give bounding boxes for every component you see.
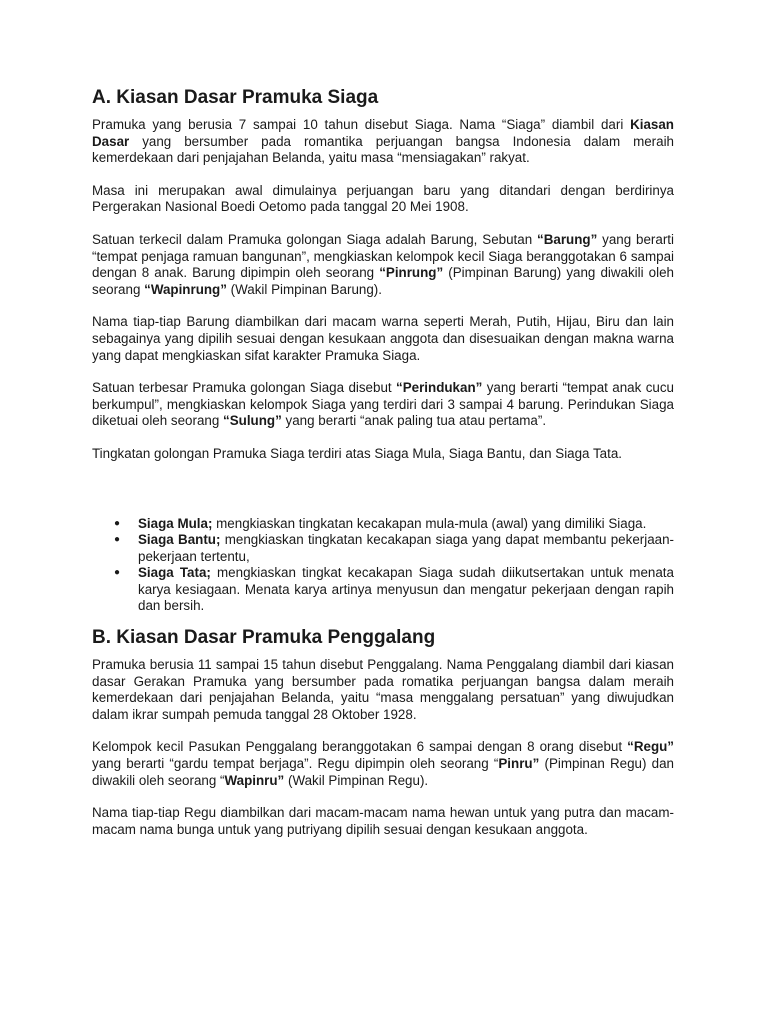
blank-space — [92, 615, 674, 626]
list-item: ● Siaga Bantu; mengkiaskan tingkatan kecakapan siaga yang dapat membantu pekerjaan-pekerjaan tertentu, — [114, 532, 675, 564]
section-b-paragraph-1: Pramuka berusia 11 sampai 15 tahun disebut Penggalang. Nama Penggalang diambil dari kiasan dasar Gerakan Pramuka yang bersumber pada romatika perjuangan bangsa dalam meraih kemerdekaan dari penjajahan Belanda, yaitu “masa menggalang persatuan” yang diwujudkan dalam ikrar sumpah pemuda tanggal 28 Oktober 1928. — [92, 657, 674, 722]
bold-term: Wapinru” — [224, 772, 285, 788]
section-a-heading: A. Kiasan Dasar Pramuka Siaga — [92, 87, 379, 108]
section-b-heading: B. Kiasan Dasar Pramuka Penggalang — [92, 627, 436, 649]
document-page — [92, 86, 674, 854]
bold-term: “Wapinrung” — [144, 281, 227, 297]
bold-term: Kiasan Dasar — [92, 117, 674, 149]
siaga-levels-list — [92, 516, 674, 616]
bold-term: “Pinrung” — [379, 265, 444, 281]
bullet-icon: ● — [114, 517, 121, 529]
section-a-paragraph-4: Nama tiap-tiap Barung diambilkan dari macam warna seperti Merah, Putih, Hijau, Biru dan lain sebagainya yang dipilih sesuai dengan kesukaan anggota dan disesuaikan dengan makna warna yang dapat mengkiaskan sifat karakter Pramuka Siaga. — [92, 314, 674, 363]
section-a-paragraph-1: Pramuka yang berusia 7 sampai 10 tahun disebut Siaga. Nama “Siaga” diambil dari Kiasan Dasar yang bersumber pada romantika perjuangan bangsa Indonesia dalam meraih kemerdekaan dari penjajahan Belanda, yaitu masa “mensiagakan” rakyat. — [92, 117, 674, 166]
section-b-paragraph-2: Kelompok kecil Pasukan Penggalang beranggotakan 6 sampai dengan 8 orang disebut “Regu” yang berarti “gardu tempat berjaga”. Regu dipimpin oleh seorang “Pinru” (Pimpinan Regu) dan diwakili oleh seorang “Wapinru” (Wakil Pimpinan Regu). — [92, 739, 674, 788]
section-b-paragraph-3: Nama tiap-tiap Regu diambilkan dari macam-macam nama hewan untuk yang putra dan macam-macam nama bunga untuk yang putriyang dipilih sesuai dengan kesukaan anggota. — [92, 805, 674, 837]
section-a-paragraph-2: Masa ini merupakan awal dimulainya perjuangan baru yang ditandari dengan berdirinya Pergerakan Nasional Boedi Oetomo pada tanggal 20 Mei 1908. — [92, 182, 674, 215]
bold-term: “Perindukan” — [396, 380, 483, 396]
bold-term: “Barung” — [537, 231, 598, 247]
blank-space — [92, 463, 674, 516]
section-a-paragraph-6: Tingkatan golongan Pramuka Siaga terdiri atas Siaga Mula, Siaga Bantu, dan Siaga Tata. — [92, 445, 623, 461]
section-a-paragraph-3: Satuan terkecil dalam Pramuka golongan Siaga adalah Barung, Sebutan “Barung” yang berarti “tempat penjaga ramuan bangunan”, mengkiaskan kelompok kecil Siaga beranggotakan 6 sampai dengan 8 anak. Barung dipimpin oleh seorang “Pinrung” (Pimpinan Barung) yang diwakili oleh seorang “Wapinrung” (Wakil Pimpinan Barung). — [92, 231, 674, 297]
section-a-paragraph-5: Satuan terbesar Pramuka golongan Siaga disebut “Perindukan” yang berarti “tempat anak cucu berkumpul”, mengkiaskan kelompok Siaga yang terdiri dari 3 sampai 4 barung. Perindukan Siaga diketuai oleh seorang “Sulung” yang berarti “anak paling tua atau pertama”. — [92, 380, 674, 429]
bold-term: “Regu” — [627, 739, 674, 755]
bold-term: “Sulung” — [223, 413, 282, 429]
list-item: ● Siaga Mula; mengkiaskan tingkatan kecakapan mula-mula (awal) yang dimiliki Siaga. — [114, 515, 647, 531]
bold-term: Pinru” — [498, 756, 540, 772]
bullet-icon: ● — [114, 534, 121, 546]
list-item: ● Siaga Tata; mengkiaskan tingkat kecakapan Siaga sudah diikutsertakan untuk menata karya kesiagaan. Menata karya artinya menyusun dan mengatur pekerjaan dengan rapih dan bersih. — [114, 565, 674, 614]
bullet-icon: ● — [114, 567, 121, 579]
